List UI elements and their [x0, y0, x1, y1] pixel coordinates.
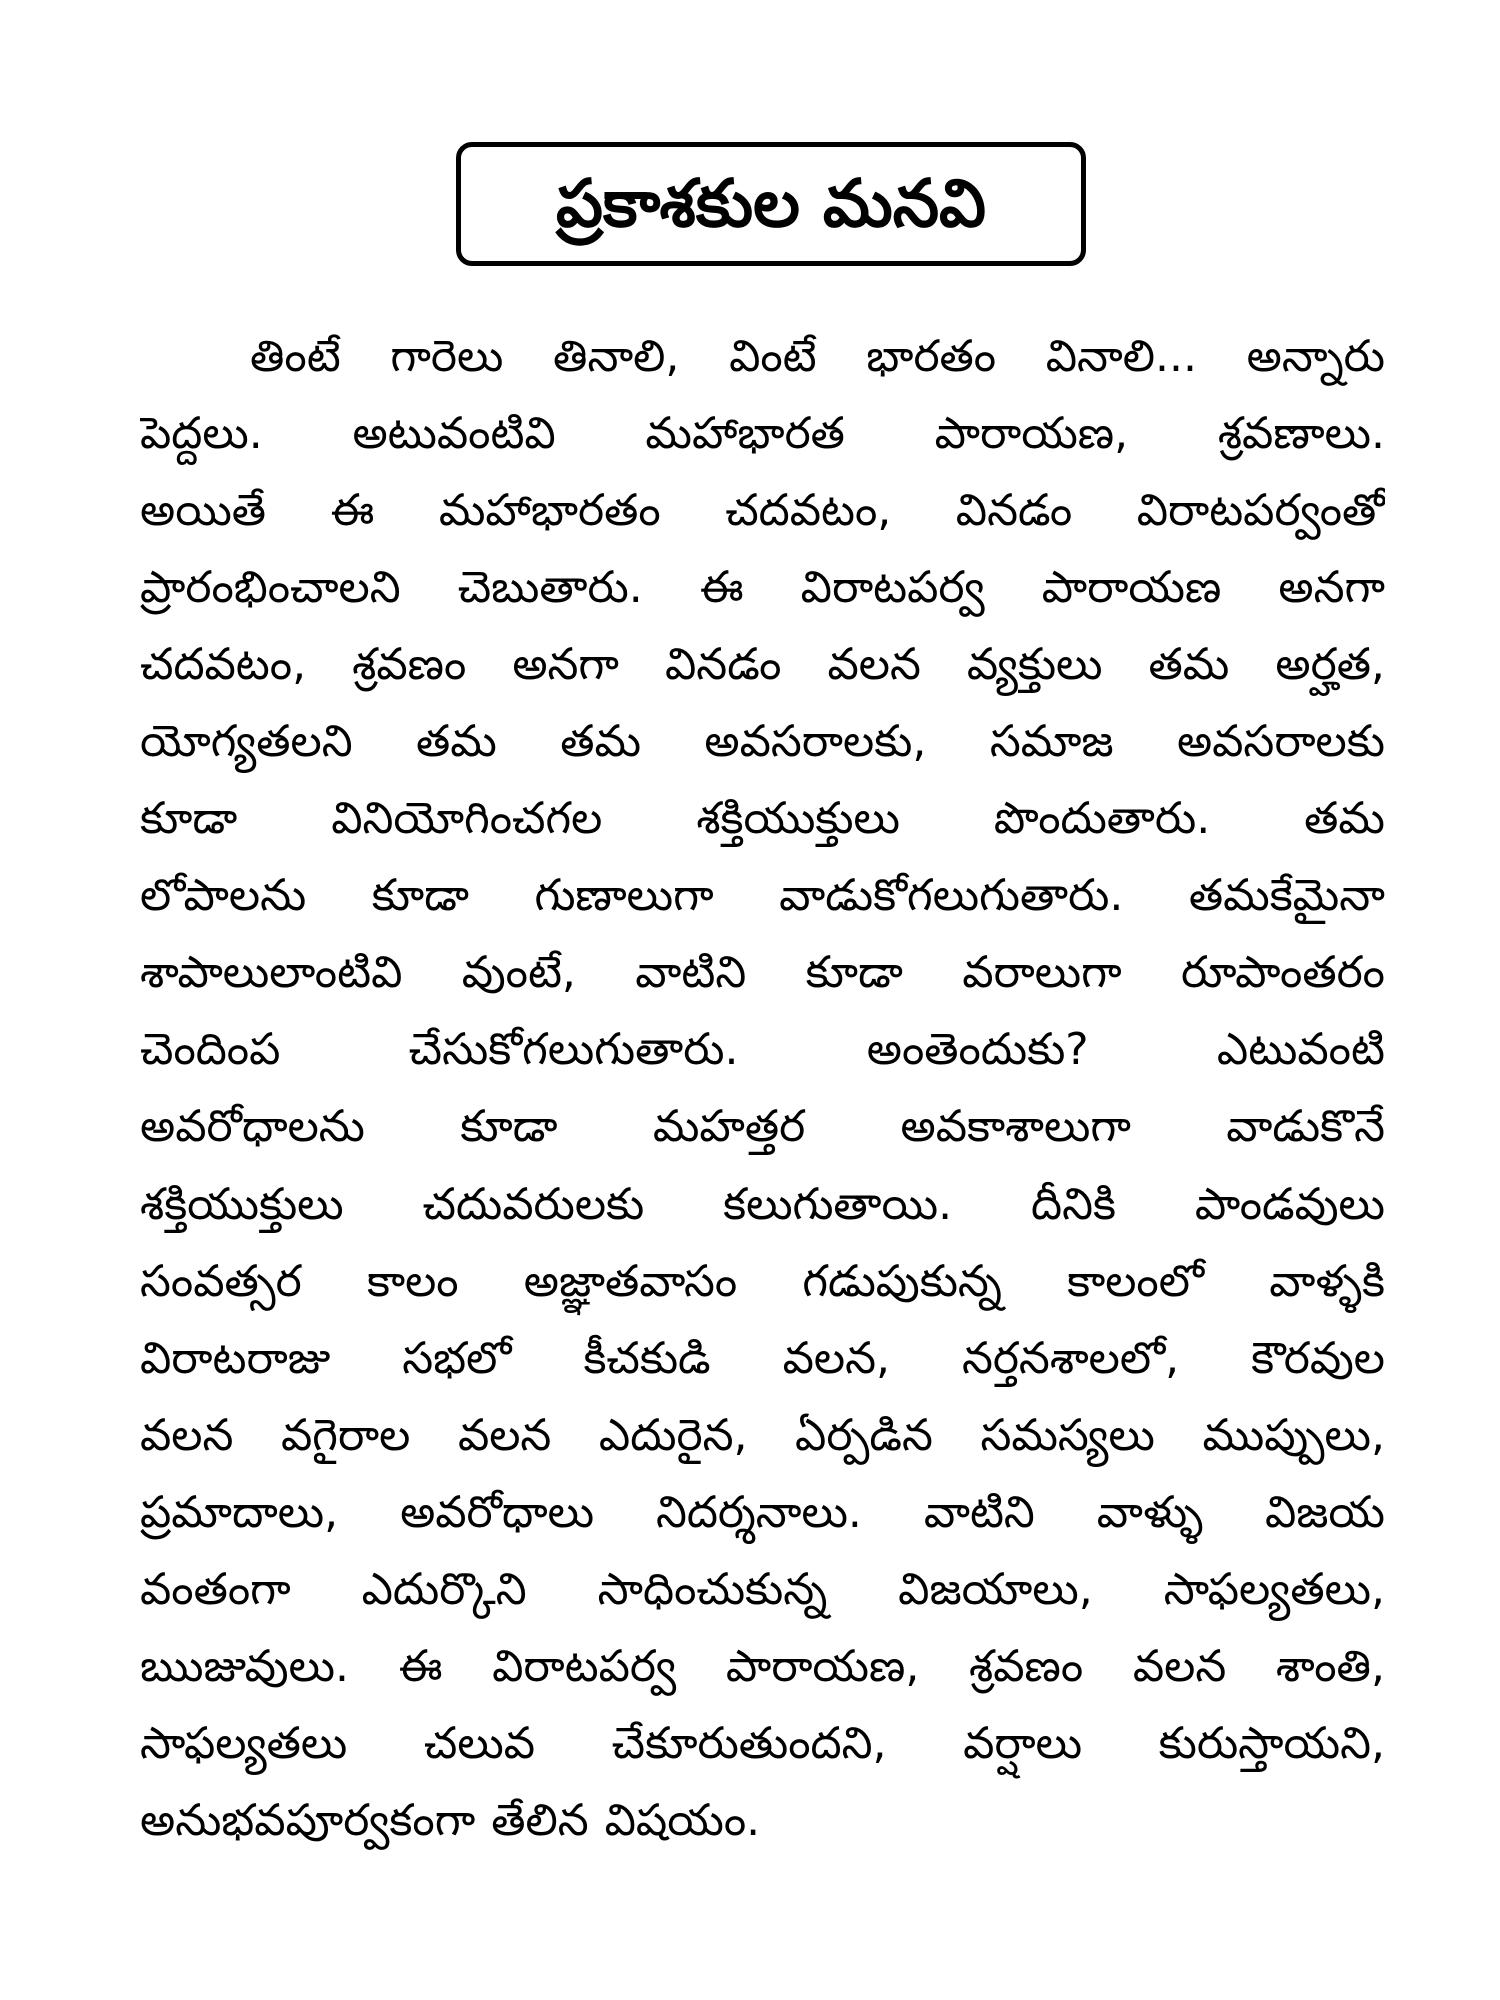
word: వుంటే, [461, 947, 576, 999]
word: చేకూరుతుందని, [611, 1718, 887, 1770]
text-line [140, 1397, 1385, 1474]
text-line [140, 1320, 1385, 1397]
word: కూడా [805, 947, 903, 999]
word: గుణాలుగా [534, 870, 714, 922]
word: తేలిన [491, 1795, 589, 1847]
word: వలన [140, 1409, 234, 1461]
word: వాళ్ళు [1096, 1486, 1204, 1538]
word: వాటిని [923, 1486, 1035, 1538]
word: వర్షాలు [963, 1718, 1083, 1770]
word: ఎదుర్కొని [361, 1564, 527, 1616]
text-line [140, 1629, 1385, 1706]
word: అన్నారు [1246, 330, 1385, 382]
word: కూడా [460, 1101, 558, 1153]
text-line [140, 703, 1385, 780]
word: వంతంగా [140, 1564, 291, 1616]
word: అంతెందుకు? [866, 1024, 1089, 1076]
word: చేసుకోగలుగుతారు. [408, 1024, 739, 1076]
word: చదవటం, [140, 638, 307, 690]
word: కాలం [366, 1255, 459, 1307]
word: అటువంటివి [352, 407, 556, 459]
text-line [140, 549, 1385, 626]
word: కౌరవుల [1251, 1332, 1385, 1384]
word: విజయాలు, [898, 1564, 1093, 1616]
word: అవకాశాలుగా [900, 1101, 1131, 1153]
word: వింటే [729, 330, 817, 382]
text-line [140, 1012, 1385, 1089]
word: లోపాలను [140, 870, 307, 922]
word: భారతం [866, 330, 997, 382]
word: సాధించుకున్న [597, 1564, 828, 1616]
word: అనగా [512, 638, 619, 690]
word: ఈ [398, 1641, 443, 1693]
word: ఎదురైన, [598, 1409, 748, 1461]
word: మహాభారతం [438, 484, 661, 536]
word: సమాజ [989, 716, 1114, 768]
word: పొందుతారు. [993, 793, 1211, 845]
word: వలన [827, 638, 921, 690]
word: సాఫల్యతలు [140, 1718, 348, 1770]
word: విరాటపర్వ [800, 561, 985, 613]
word: ఋజువులు. [140, 1641, 349, 1693]
word: విరాటరాజు [140, 1332, 331, 1384]
word: అవసరాలకు, [704, 716, 927, 768]
word: అవరోధాలు [400, 1486, 595, 1538]
word: తమకేమైనా [1188, 870, 1385, 922]
word: మహాభారత [645, 407, 845, 459]
text-line [140, 1706, 1385, 1783]
text-line [140, 318, 1385, 395]
word: అజ్ఞాతవాసం [523, 1255, 738, 1307]
word: గారెలు [390, 330, 504, 382]
word: పారాయణ, [725, 1641, 920, 1693]
word: పాండవులు [1194, 1178, 1385, 1230]
word: తమ [416, 716, 497, 768]
word: దీనికి [1031, 1178, 1116, 1230]
word: తమ [1148, 638, 1230, 690]
word: విరాటపర్వంతో [1136, 484, 1385, 536]
word: వినాలి... [1045, 330, 1197, 382]
text-line [140, 1166, 1385, 1243]
title-box [456, 142, 1086, 266]
word: అయితే [140, 484, 267, 536]
word: చెందింప [140, 1024, 281, 1076]
word: నిదర్శనాలు. [655, 1486, 862, 1538]
word: పారాయణ, [934, 407, 1129, 459]
word: అవసరాలకు [1176, 716, 1385, 768]
word: వాడుకోగలుగుతారు. [779, 870, 1124, 922]
text-line [140, 395, 1385, 472]
text-line [140, 472, 1385, 549]
text-line [140, 1783, 1385, 1860]
word: శ్రవణం [969, 1641, 1084, 1693]
word: ఈ [699, 561, 744, 613]
word: అర్హత, [1275, 638, 1385, 690]
word: విరాటపర్వ [492, 1641, 677, 1693]
word: ప్రారంభించాలని [140, 561, 401, 613]
word: తినాలి, [553, 330, 680, 382]
word: అనగా [1278, 561, 1385, 613]
text-line [140, 626, 1385, 703]
word: సంవత్సర [140, 1255, 302, 1307]
word: వినడం [665, 638, 782, 690]
word: మహత్తర [652, 1101, 806, 1153]
word: చదువరులకు [422, 1178, 645, 1230]
text-line [140, 858, 1385, 935]
word: గడుపుకున్న [802, 1255, 1002, 1307]
word: వరాలుగా [962, 947, 1122, 999]
word: కూడా [140, 793, 238, 845]
word: విషయం. [604, 1795, 761, 1847]
word: శ్రవణాలు. [1217, 407, 1385, 459]
text-line [140, 1474, 1385, 1551]
word: చెబుతారు. [457, 561, 643, 613]
word: పెద్దలు. [140, 407, 263, 459]
word: వాటిని [635, 947, 747, 999]
word: చదవటం, [725, 484, 892, 536]
word: వినడం [955, 484, 1073, 536]
word: అనుభవపూర్వకంగా [140, 1795, 476, 1847]
word: వలన [1132, 1641, 1227, 1693]
word: నర్తనశాలలో, [961, 1332, 1180, 1384]
word: వలన [457, 1409, 552, 1461]
word: ఈ [330, 484, 375, 536]
word: సభలో [402, 1332, 512, 1384]
text-line [140, 1243, 1385, 1320]
word: వ్యక్తులు [966, 638, 1103, 690]
body-paragraph [140, 318, 1385, 1860]
text-line [140, 1552, 1385, 1629]
word: తమ [1304, 793, 1385, 845]
word: కూడా [371, 870, 470, 922]
word: శ్రవణం [352, 638, 467, 690]
word: సమస్యలు [980, 1409, 1155, 1461]
word: వగైరాల [280, 1409, 411, 1461]
word: పారాయణ [1041, 561, 1222, 613]
word: శక్తియుక్తులు [140, 1178, 344, 1230]
word: కాలంలో [1067, 1255, 1204, 1307]
word: వలన, [782, 1332, 890, 1384]
word: వినియోగించగల [331, 793, 603, 845]
text-line [140, 781, 1385, 858]
word: రూపాంతరం [1181, 947, 1385, 999]
word: విజయ [1264, 1486, 1385, 1538]
page-title: ప్రకాశకుల మనవి [556, 165, 986, 242]
word: యోగ్యతలని [140, 716, 353, 768]
word: తమ [560, 716, 642, 768]
word: చలువ [423, 1718, 536, 1770]
word: శక్తియుక్తులు [696, 793, 900, 845]
word: అవరోధాలను [140, 1101, 365, 1153]
word: కురుస్తాయని, [1158, 1718, 1385, 1770]
word: ప్రమాదాలు, [140, 1486, 339, 1538]
word: వాడుకొనే [1226, 1101, 1385, 1153]
word: కీచకుడి [583, 1332, 711, 1384]
word: వాళ్ళకి [1269, 1255, 1385, 1307]
text-line [140, 1089, 1385, 1166]
word: శాంతి, [1275, 1641, 1385, 1693]
word: కలుగుతాయి. [723, 1178, 953, 1230]
word: ఎటువంటి [1216, 1024, 1385, 1076]
word: శాపాలులాంటివి [140, 947, 403, 999]
word: తింటే [250, 330, 341, 382]
word: ముప్పులు, [1202, 1409, 1385, 1461]
word: ఏర్పడిన [795, 1409, 933, 1461]
text-line [140, 935, 1385, 1012]
word: సాఫల్యతలు, [1163, 1564, 1385, 1616]
